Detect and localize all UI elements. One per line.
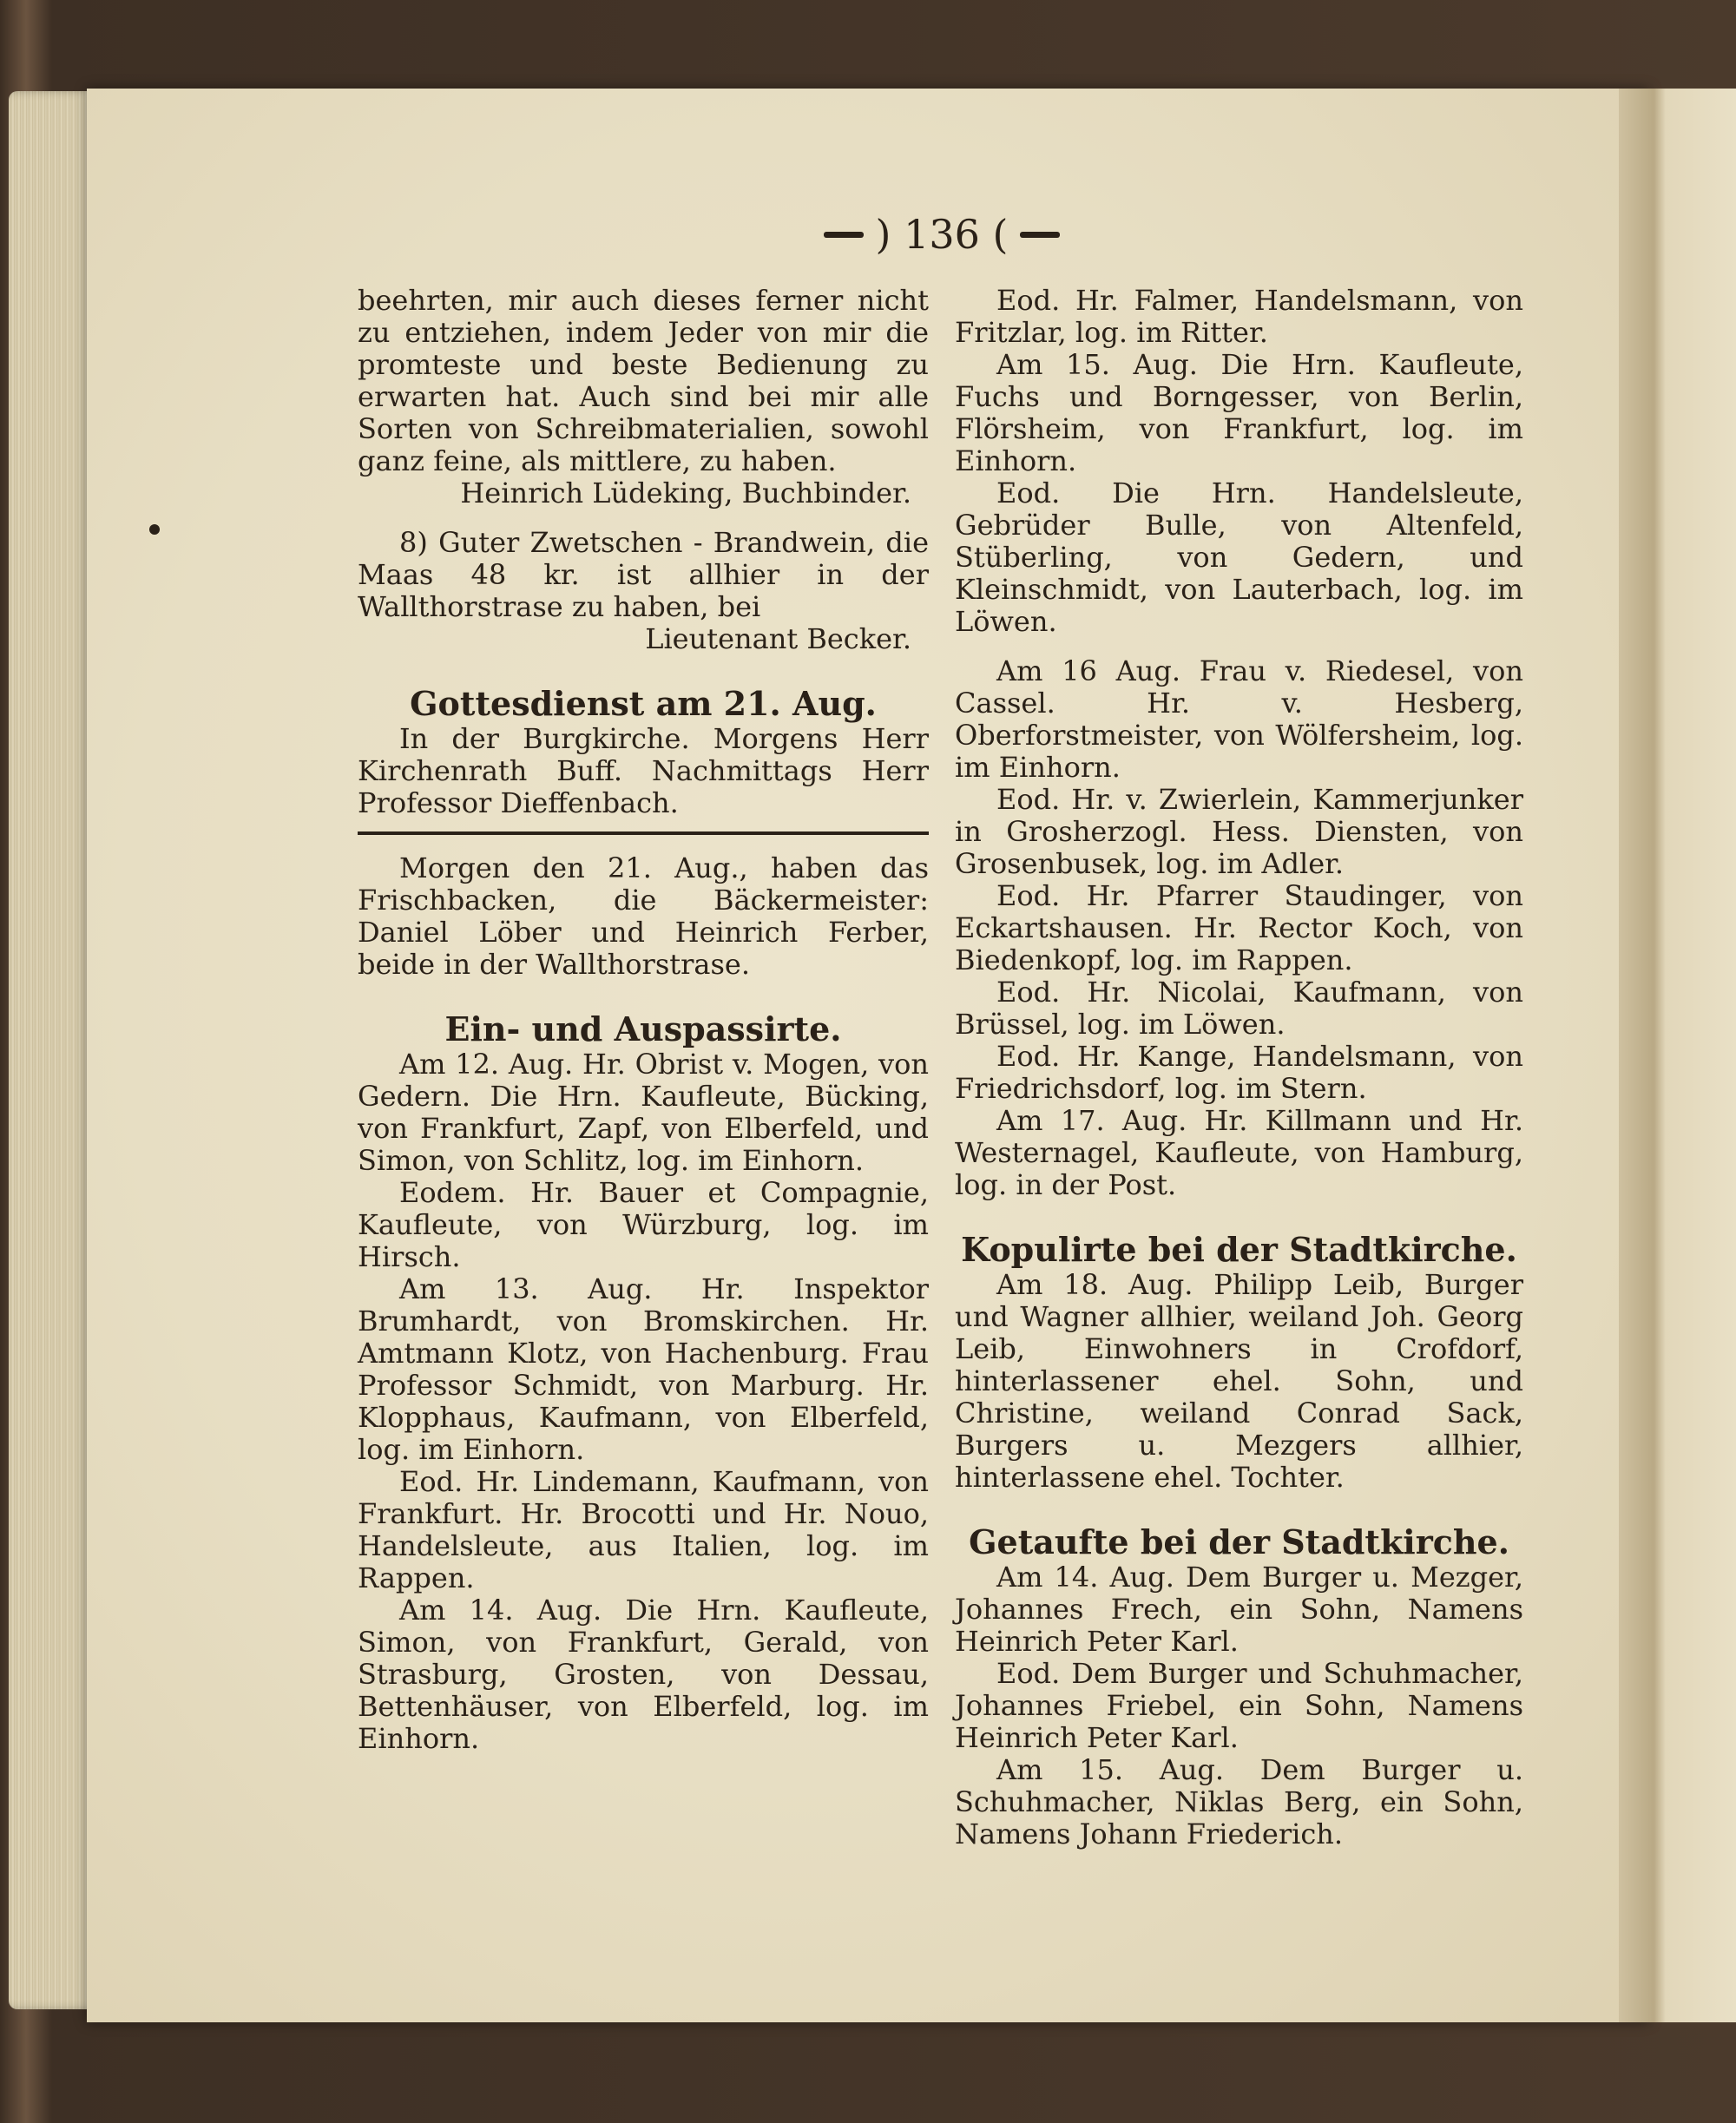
travel-entry: Eod. Hr. Nicolai, Kaufmann, von Brüssel, log. im Löwen.: [955, 976, 1523, 1041]
book-gutter: [1619, 89, 1736, 2022]
bakers-text: Morgen den 21. Aug., haben das Frischbacken, die Bäckermeister: Daniel Löber und Heinrich Ferber, beide in der Wallthorstrase.: [358, 851, 929, 981]
ink-dot: [149, 524, 160, 535]
travel-entry: Eod. Hr. Falmer, Handelsmann, von Fritzlar, log. im Ritter.: [955, 284, 1523, 349]
section-divider: [358, 831, 929, 835]
page-header: [799, 208, 1085, 260]
travel-entry: Eod. Die Hrn. Handelsleute, Gebrüder Bulle, von Altenfeld, Stüberling, von Gedern, und Kleinschmidt, von Lauterbach, log. im Löwen.: [955, 477, 1523, 638]
baptized-entry: Eod. Dem Burger und Schuhmacher, Johannes Friebel, ein Sohn, Namens Heinrich Peter Karl.: [955, 1657, 1523, 1754]
baptized-entry: Am 14. Aug. Dem Burger u. Mezger, Johannes Frech, ein Sohn, Namens Heinrich Peter Karl.: [955, 1561, 1523, 1658]
travel-entry: Eod. Hr. Lindemann, Kaufmann, von Frankfurt. Hr. Brocotti und Hr. Nouo, Handelsleute, aus Italien, log. im Rappen.: [358, 1465, 929, 1594]
travel-entry: Eod. Hr. Pfarrer Staudinger, von Eckartshausen. Hr. Rector Koch, von Biedenkopf, log. im Rappen.: [955, 879, 1523, 976]
header-rule-right: [1020, 232, 1060, 238]
travel-entry: Am 12. Aug. Hr. Obrist v. Mogen, von Gedern. Die Hrn. Kaufleute, Bücking, von Frankfurt, Zapf, von Elberfeld, und Simon, von Schlitz, log. im Einhorn.: [358, 1048, 929, 1177]
travel-entry: Am 13. Aug. Hr. Inspektor Brumhardt, von Bromskirchen. Hr. Amtmann Klotz, von Hachenburg. Frau Professor Schmidt, von Marburg. Hr. Klopphaus, Kaufmann, von Elberfeld, log. im Einhorn.: [358, 1272, 929, 1466]
service-text: In der Burgkirche. Morgens Herr Kirchenrath Buff. Nachmittags Herr Professor Dieffenbach.: [358, 722, 929, 819]
left-column: [358, 285, 929, 1755]
travel-entry: Am 16 Aug. Frau v. Riedesel, von Cassel. Hr. v. Hesberg, Oberforstmeister, von Wölfersheim, log. im Einhorn.: [955, 654, 1523, 784]
travel-entry: Am 14. Aug. Die Hrn. Kaufleute, Simon, von Frankfurt, Gerald, von Strasburg, Grosten, von Dessau, Bettenhäuser, von Elberfeld, log. im Einhorn.: [358, 1594, 929, 1755]
right-column: [955, 285, 1523, 1850]
ad-8-signature: Lieutenant Becker.: [645, 622, 911, 655]
page-number: ) 136 (: [875, 211, 1009, 258]
baptized-heading: Getaufte bei der Stadtkirche.: [969, 1522, 1509, 1561]
header-rule-left: [824, 232, 864, 238]
intro-text: beehrten, mir auch dieses ferner nicht zu entziehen, indem Jeder von mir die promteste und beste Bedienung zu erwarten hat. Auch sind bei mir alle Sorten von Schreibmaterialien, sowohl ganz feine, als mittlere, zu haben.: [358, 284, 929, 477]
travel-heading: Ein- und Auspassirte.: [444, 1009, 842, 1048]
travel-entry: Eod. Hr. v. Zwierlein, Kammerjunker in Grosherzogl. Hess. Diensten, von Grosenbusek, log. im Adler.: [955, 783, 1523, 880]
married-text: Am 18. Aug. Philipp Leib, Burger und Wagner allhier, weiland Joh. Georg Leib, Einwohners in Crofdorf, hinterlassener ehel. Sohn, und Christine, weiland Conrad Sack, Burgers u. Mezgers allhier, hinterlassene ehel. Tochter.: [955, 1268, 1523, 1494]
married-heading: Kopulirte bei der Stadtkirche.: [961, 1230, 1517, 1269]
intro-signature: Heinrich Lüdeking, Buchbinder.: [460, 477, 911, 509]
baptized-entry: Am 15. Aug. Dem Burger u. Schuhmacher, Niklas Berg, ein Sohn, Namens Johann Friederich.: [955, 1753, 1523, 1850]
service-heading: Gottesdienst am 21. Aug.: [410, 684, 877, 723]
travel-entry: Eod. Hr. Kange, Handelsmann, von Friedrichsdorf, log. im Stern.: [955, 1040, 1523, 1105]
travel-entry: Am 17. Aug. Hr. Killmann und Hr. Westernagel, Kaufleute, von Hamburg, log. in der Post.: [955, 1104, 1523, 1201]
ad-8-text: 8) Guter Zwetschen - Brandwein, die Maas 48 kr. ist allhier in der Wallthorstrase zu haben, bei: [358, 526, 929, 623]
travel-entry: Am 15. Aug. Die Hrn. Kaufleute, Fuchs und Borngesser, von Berlin, Flörsheim, von Frankfurt, log. im Einhorn.: [955, 348, 1523, 477]
travel-entry: Eodem. Hr. Bauer et Compagnie, Kaufleute, von Würzburg, log. im Hirsch.: [358, 1176, 929, 1273]
